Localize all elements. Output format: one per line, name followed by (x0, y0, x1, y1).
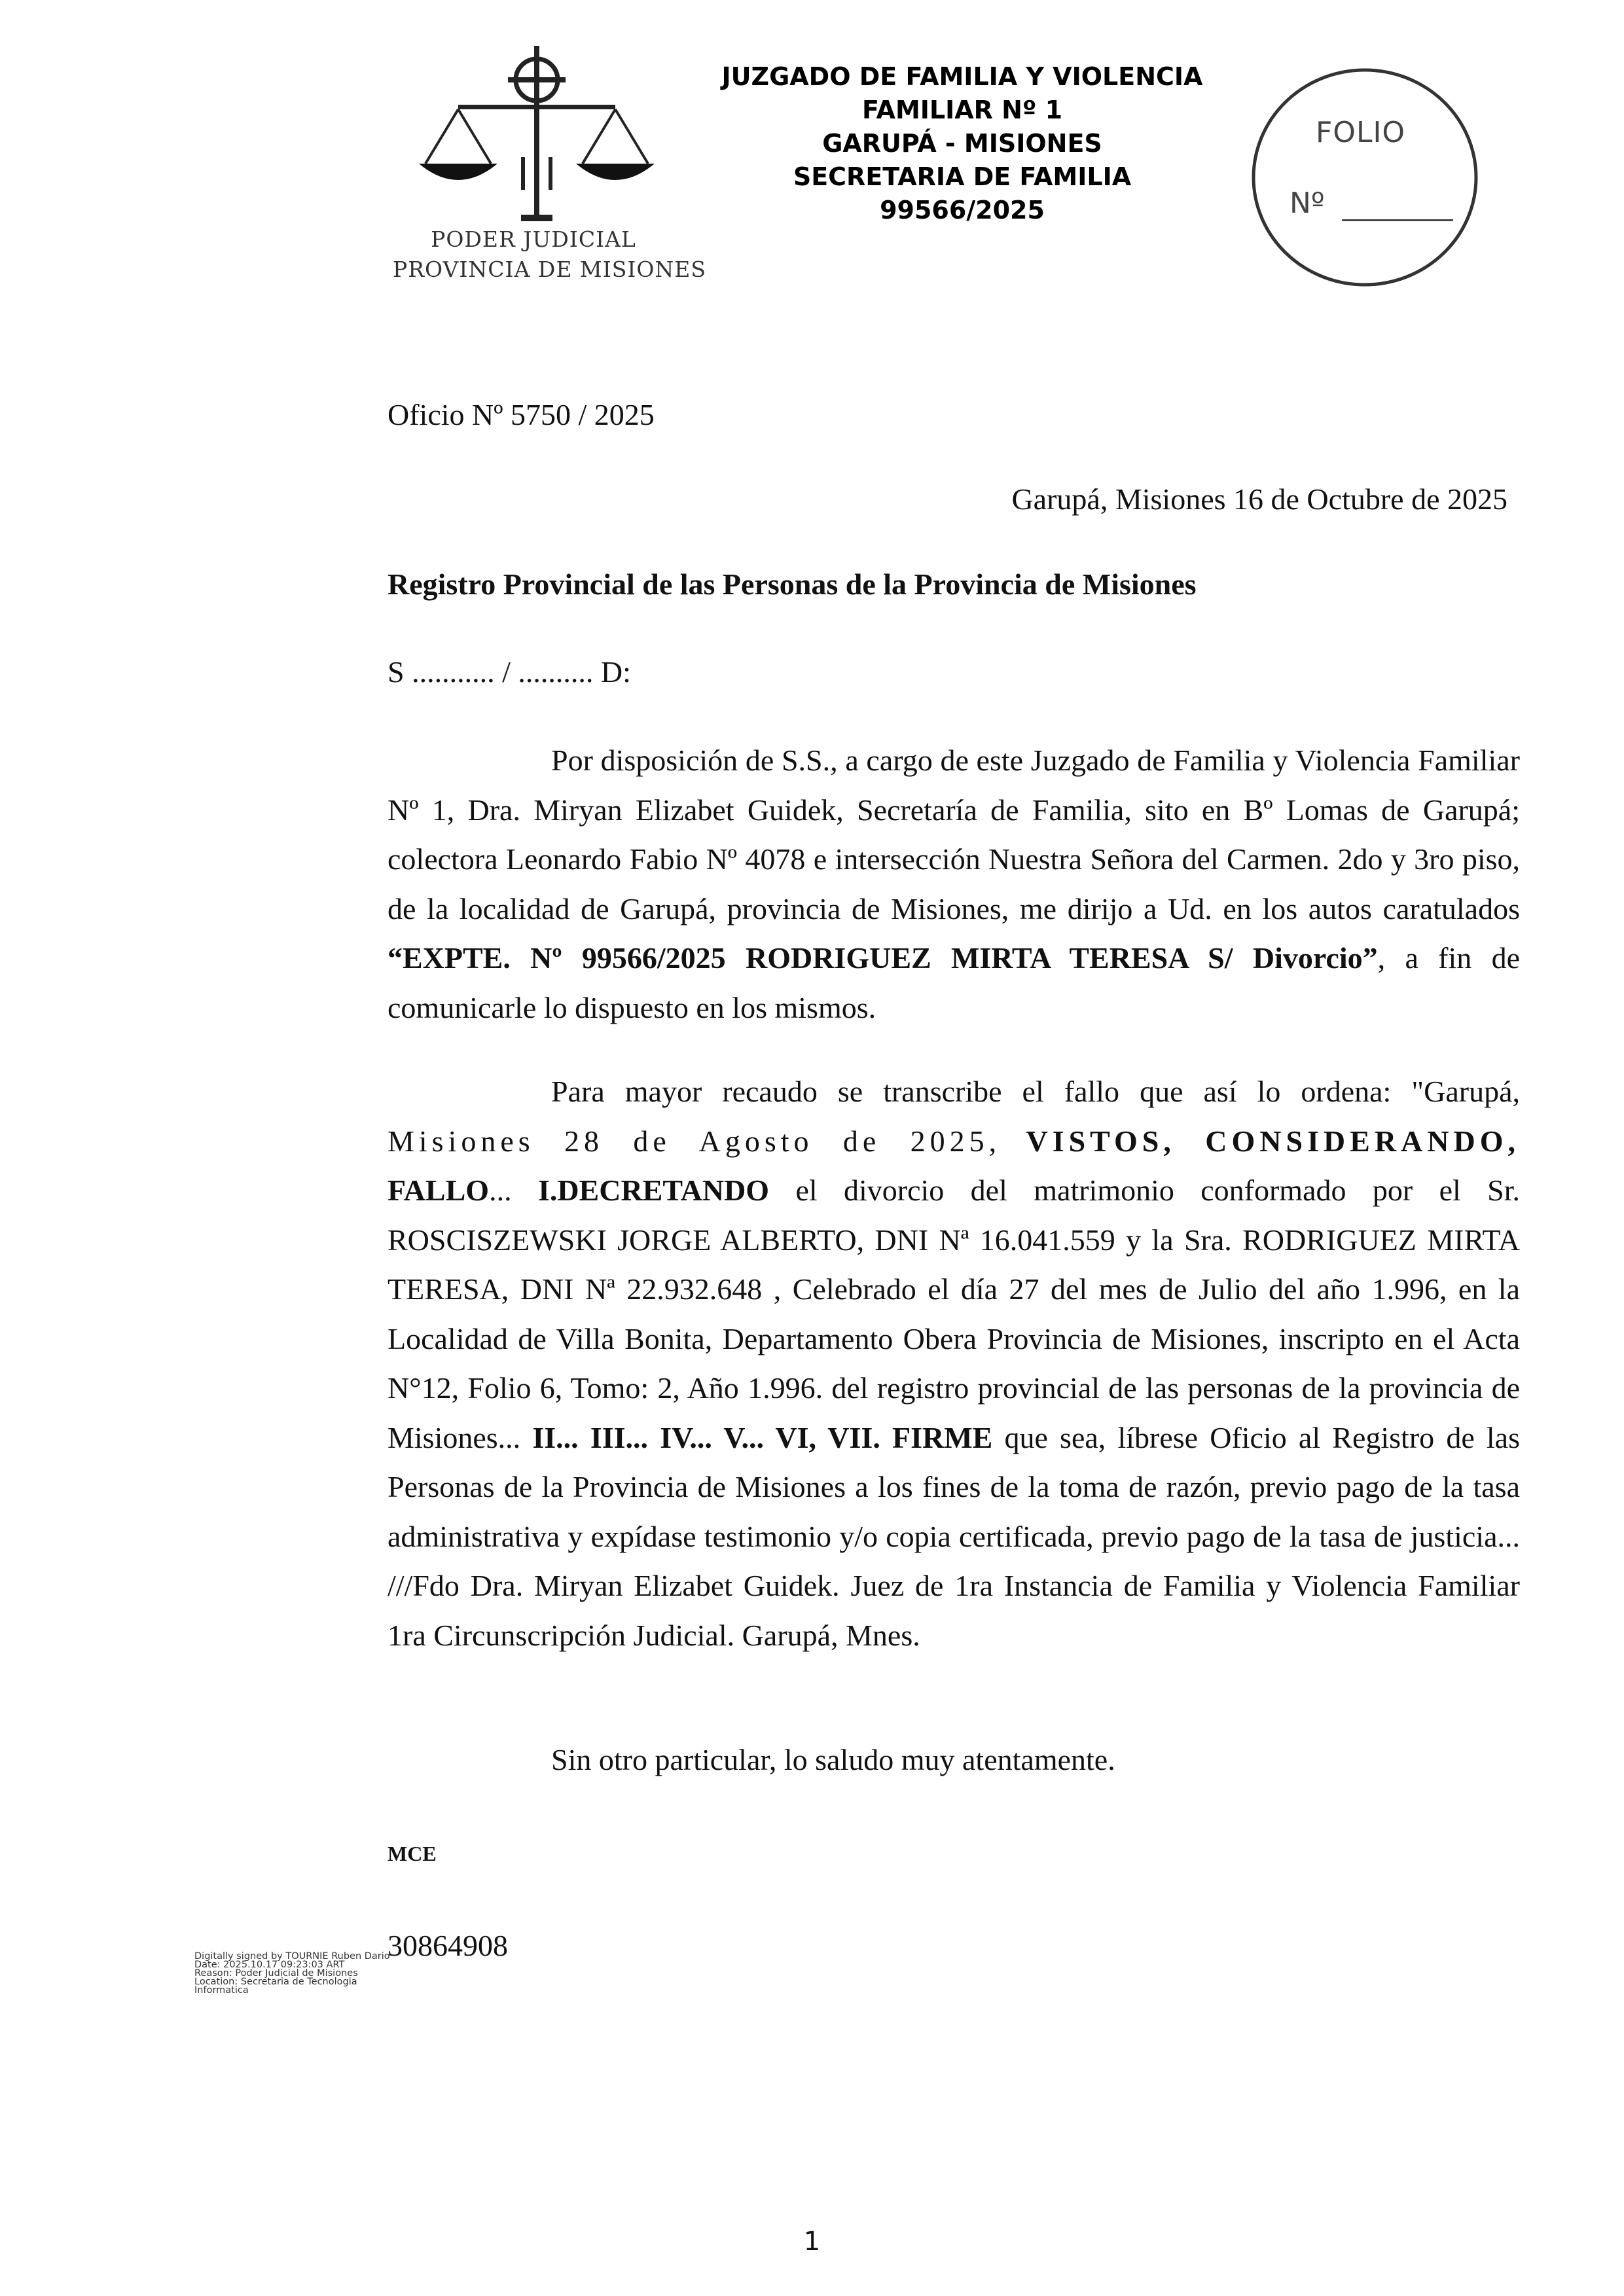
court-header-line: 99566/2025 (880, 196, 1045, 224)
body-paragraph-1 (388, 736, 1520, 1032)
signature-line: Informatica (194, 1985, 249, 1996)
court-header-line: SECRETARIA DE FAMILIA (793, 162, 1132, 191)
p2-text-body: el divorcio del matrimonio conformado por el Sr. ROSCISZEWSKI JORGE ALBERTO, DNI Nª 16.041.559 y la Sra. RODRIGUEZ MIRTA TERESA, DNI Nª 22.932.648 , Celebrado el día 27 del mes de Julio del año 1.996, en la Localidad de Villa Bonita, Departamento Obera Provincia de Misiones, inscripto en el Acta N°12, Folio 6, Tomo: 2, Año 1.996. del registro provincial de las personas de la provincia de Misiones... (388, 1174, 1520, 1454)
ruling-decree: I.DECRETANDO (537, 1174, 770, 1207)
ruling-heading: VISTOS, CONSIDERANDO, (1026, 1124, 1520, 1158)
folio-number-blank (1342, 219, 1453, 221)
body-paragraph-2 (388, 1067, 1520, 1660)
seal-text-line2: PROVINCIA DE MISIONES (393, 257, 707, 282)
court-header (668, 60, 1257, 227)
reference-number: 30864908 (388, 1929, 508, 1962)
signature-line: Digitally signed by TOURNIE Ruben Dario (194, 1951, 390, 1962)
addressee: Registro Provincial de las Personas de la Provincia de Misiones (388, 567, 1197, 601)
p2-text: Para mayor recaudo se transcribe el fallo que así lo ordena: "Garupá, (551, 1075, 1520, 1108)
folio-stamp (1244, 62, 1486, 295)
p2-text-end: que sea, líbrese Oficio al Registro de las Personas de la Provincia de Misiones a los fines de la toma de razón, previo pago de la tasa administrativa y expídase testimonio y/o copia certificada, previo pago de la tasa de justicia... ///Fdo Dra. Miryan Elizabet Guidek. Juez de 1ra Instancia de Familia y Violencia Familiar 1ra Circunscripción Judicial. Garupá, Mnes. (388, 1420, 1521, 1652)
court-header-line: GARUPÁ - MISIONES (822, 129, 1102, 158)
oficio-number: Oficio Nº 5750 / 2025 (388, 398, 655, 431)
poder-judicial-logo (393, 39, 707, 288)
closing-line: Sin otro particular, lo saludo muy atentamente. (551, 1743, 1115, 1776)
signature-line: Location: Secretaria de Tecnologia (194, 1977, 357, 1987)
case-caption: “EXPTE. Nº 99566/2025 RODRIGUEZ MIRTA TERESA S/ Divorcio” (388, 941, 1378, 975)
p1-text: Por disposición de S.S., a cargo de este Juzgado de Familia y Violencia Familiar Nº 1, Dra. Miryan Elizabet Guidek, Secretaría de Familia, sito en Bº Lomas de Garupá; colectora Leonardo Fabio Nº 4078 e intersección Nuestra Señora del Carmen. 2do y 3ro piso, de la localidad de Garupá, provincia de Misiones, me dirijo a Ud. en los autos caratulados (388, 744, 1520, 925)
folio-number-label: Nº (1290, 187, 1325, 220)
court-header-line: JUZGADO DE FAMILIA Y VIOLENCIA (721, 62, 1203, 91)
ruling-fallo: FALLO (388, 1174, 490, 1207)
scales-of-justice-icon (393, 39, 694, 229)
salutation: S ........... / .......... D: (388, 655, 631, 689)
p1-text-end: , a fin de comunicarle lo dispuesto en los mismos. (388, 941, 1521, 1024)
page-number: 1 (803, 2227, 821, 2257)
place-date: Garupá, Misiones 16 de Octubre de 2025 (1011, 482, 1507, 516)
p2-ellipsis: ... (489, 1174, 538, 1207)
court-header-line: FAMILIAR Nº 1 (861, 96, 1063, 124)
folio-label: FOLIO (1316, 116, 1406, 149)
ruling-date: Misiones 28 de Agosto de 2025, (388, 1124, 1001, 1158)
folio-circle-icon (1244, 62, 1486, 295)
signature-line: Date: 2025.10.17 09:23:03 ART (194, 1960, 345, 1970)
initials: MCE (388, 1842, 437, 1865)
ruling-roman-points: II... III... IV... V... VI, VII. FIRME (532, 1420, 993, 1454)
digital-signature-block (194, 1952, 410, 1995)
signature-line: Reason: Poder Judicial de Misiones (194, 1968, 358, 1979)
seal-text-line1: PODER JUDICIAL (431, 226, 636, 252)
